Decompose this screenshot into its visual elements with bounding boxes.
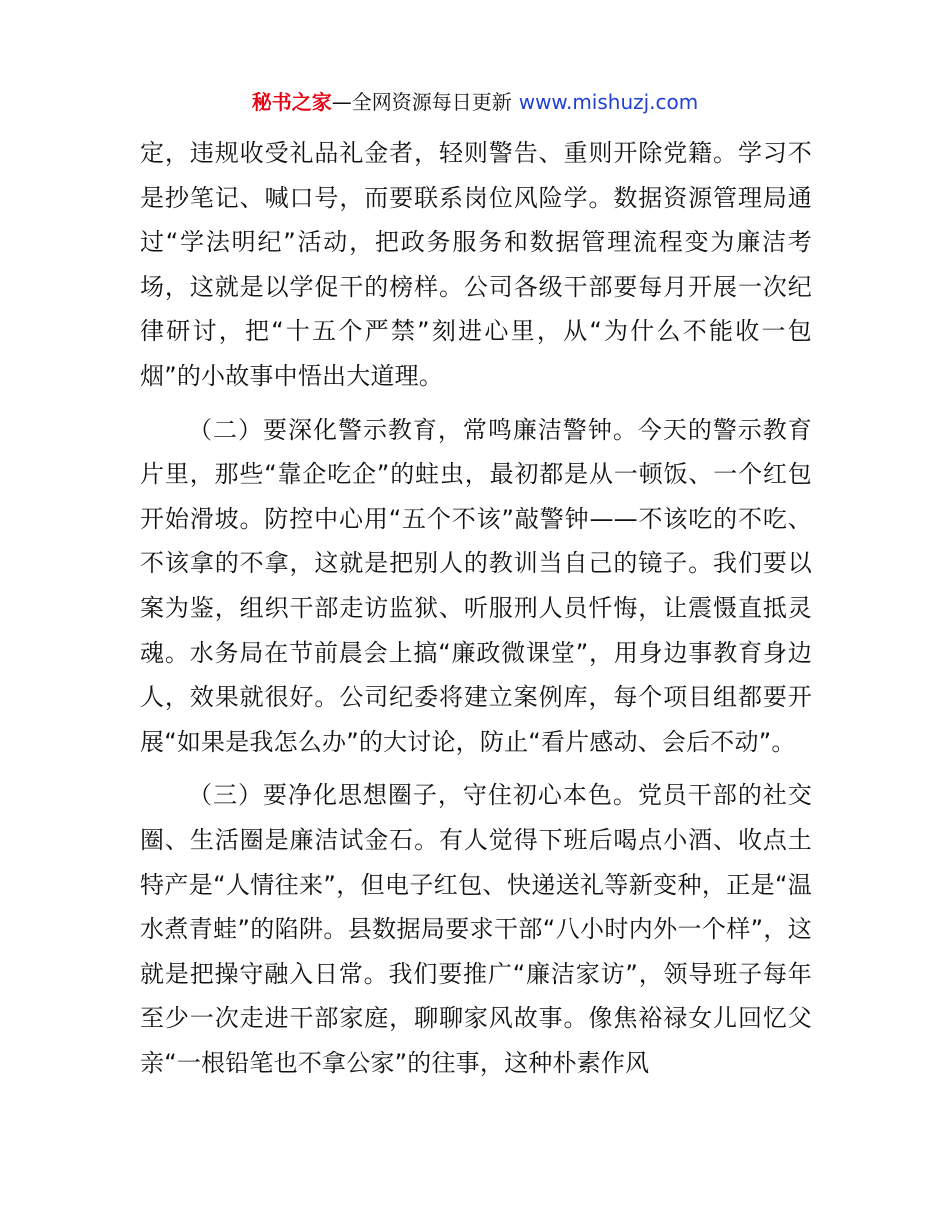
paragraph-warning-education: （二）要深化警示教育，常鸣廉洁警钟。今天的警示教育片里，那些“靠企吃企”的蛀虫，最初都是从一顿饭、一个红包开始滑坡。防控中心用“五个不该”敲警钟——不该吃的不吃、不该拿的不拿，这就是把别人的教训当自己的镜子。我们要以案为鉴，组织干部走访监狱、听服刑人员忏悔，让震慑直抵灵魂。水务局在节前晨会上搞“廉政微课堂”，用身边事教育身边人，效果就很好。公司纪委将建立案例库，每个项目组都要开展“如果是我怎么办”的大讨论，防止“看片感动、会后不动”。	[140, 415, 812, 756]
paragraph-social-circle: （三）要净化思想圈子，守住初心本色。党员干部的社交圈、生活圈是廉洁试金石。有人觉得下班后喝点小酒、收点土特产是“人情往来”，但电子红包、快递送礼等新变种，正是“温水煮青蛙”的陷阱。县数据局要求干部“八小时内外一个样”，这就是把操守融入日常。我们要推广“廉洁家访”，领导班子每年至少一次走进干部家庭，聊聊家风故事。像焦裕禄女儿回忆父亲“一根铅笔也不拿公家”的往事，这种朴素作风	[140, 781, 812, 1077]
page-header	[0, 88, 950, 116]
paragraph-continuation: 定，违规收受礼品礼金者，轻则警告、重则开除党籍。学习不是抄笔记、喊口号，而要联系岗位风险学。数据资源管理局通过“学法明纪”活动，把政务服务和数据管理流程变为廉洁考场，这就是以学促干的榜样。公司各级干部要每月开展一次纪律研讨，把“十五个严禁”刻进心里，从“为什么不能收一包烟”的小故事中悟出大道理。	[140, 139, 812, 390]
site-url-link[interactable]: www.mishuzj.com	[518, 90, 699, 114]
header-slogan: —全网资源每日更新	[331, 90, 512, 114]
brand-name: 秘书之家	[251, 90, 332, 114]
document-body	[140, 131, 812, 1085]
